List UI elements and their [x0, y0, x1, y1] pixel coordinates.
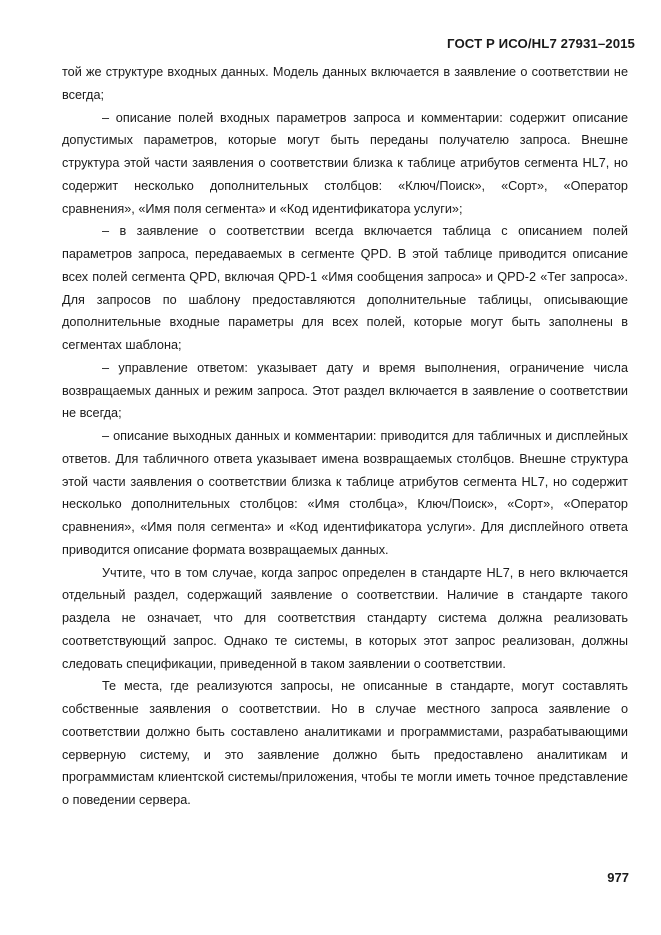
- list-item-input-fields: – описание полей входных параметров запроса и комментарии: содержит описание допустимых параметров, которые могут быть переданы получателю запроса. Внешне структура этой части заявления о соответствии близка к таблице атрибутов сегмента HL7, но содержит несколько дополнительных столбцов: «Ключ/Поиск», «Сорт», «Оператор сравнения», «Имя поля сегмента» и «Код идентификатора услуги»;: [62, 110, 628, 216]
- paragraph-continuation: той же структуре входных данных. Модель данных включается в заявление о соответствии не всегда;: [62, 65, 628, 102]
- list-item-output-data: – описание выходных данных и комментарии: приводится для табличных и дисплейных ответов. Для табличного ответа указывает имена возвращаемых столбцов. Внешне структура этой части заявления о соответствии близка к таблице атрибутов сегмента HL7, но содержит несколько дополнительных столбцов: «Имя столбца», Ключ/Поиск», «Сорт», «Оператор сравнения», «Имя поля сегмента» и «Код идентификатора услуги». Для дисплейного ответа приводится описание формата возвращаемых данных.: [62, 429, 628, 557]
- main-text: [62, 61, 628, 812]
- paragraph-hl7-query-note: Учтите, что в том случае, когда запрос определен в стандарте HL7, в него включается отдельный раздел, содержащий заявление о соответствии. Наличие в стандарте такого раздела не означает, что для соответствия стандарту система должна реализовать соответствующий запрос. Однако те системы, в которых этот запрос реализован, должны следовать спецификации, приведенной в таком заявлении о соответствии.: [62, 565, 628, 671]
- paragraph-local-queries: Те места, где реализуются запросы, не описанные в стандарте, могут составлять собственные заявления о соответствии. Но в случае местного запроса заявление о соответствии должно быть составлено аналитиками и программистами, разрабатывающими серверную систему, и это заявление должно быть предоставлено аналитикам и программистам клиентской системы/приложения, чтобы те могли иметь точное представление о поведении сервера.: [62, 679, 628, 807]
- document-header: ГОСТ Р ИСО/HL7 27931–2015: [447, 36, 635, 51]
- page-number: 977: [607, 870, 629, 885]
- list-item-response-control: – управление ответом: указывает дату и время выполнения, ограничение числа возвращаемых данных и режим запроса. Этот раздел включается в заявление о соответствии не всегда;: [62, 360, 628, 421]
- list-item-qpd-table: – в заявление о соответствии всегда включается таблица с описанием полей параметров запроса, передаваемых в сегменте QPD. В этой таблице приводится описание всех полей сегмента QPD, включая QPD-1 «Имя сообщения запроса» и QPD-2 «Тег запроса». Для запросов по шаблону предоставляются дополнительные таблицы, описывающие дополнительные входные параметры для всех полей, которые могут быть заполнены в сегментах шаблона;: [62, 224, 628, 352]
